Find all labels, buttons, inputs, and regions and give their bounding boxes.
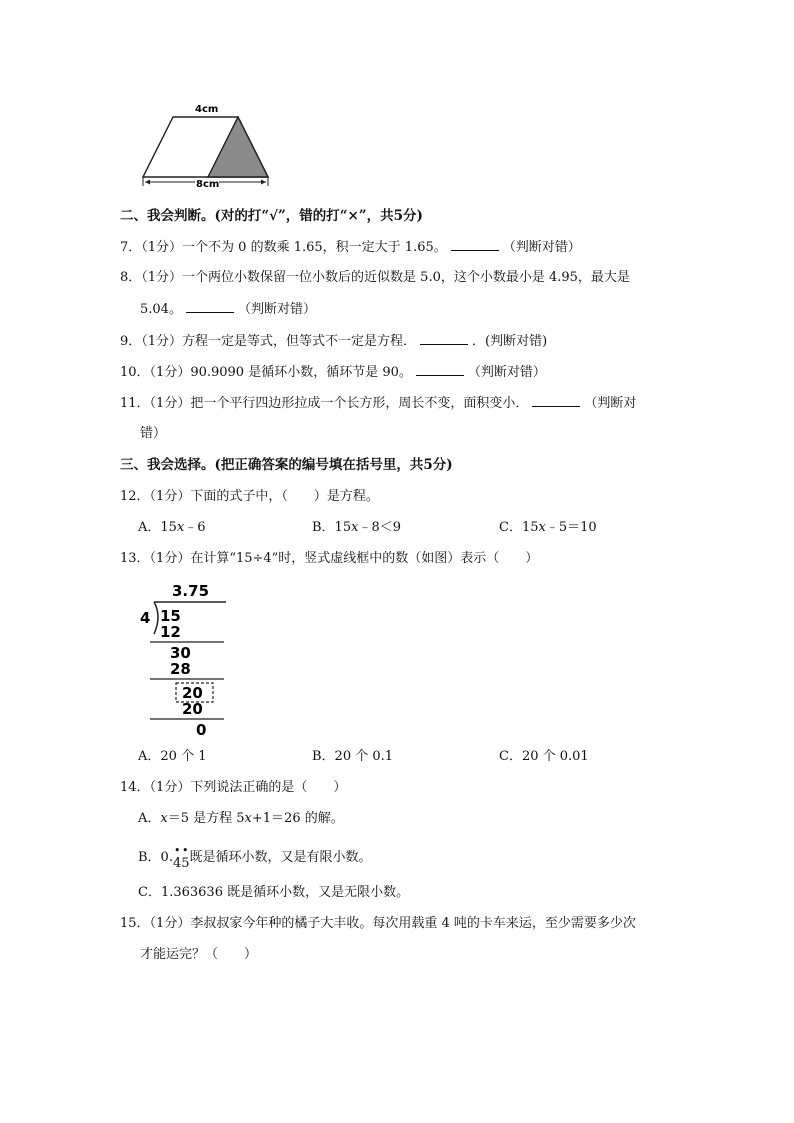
answer-blank[interactable] bbox=[532, 394, 580, 407]
q7-suffix: （判断对错） bbox=[502, 240, 581, 255]
question-15-line1: 15．（1分）李叔叔家今年种的橘子大丰收。每次用载重 4 吨的卡车来运，至少需要多少次 bbox=[120, 916, 636, 931]
q9-text: 9．（1分）方程一定是等式，但等式不一定是方程． bbox=[120, 334, 417, 349]
question-8-line2 bbox=[140, 300, 316, 319]
subtract-row: 28 bbox=[170, 660, 191, 678]
final-remainder: 0 bbox=[196, 721, 207, 739]
q12-option-a[interactable]: A．15x﹣6 bbox=[138, 520, 206, 535]
answer-blank[interactable] bbox=[420, 332, 468, 345]
repeating-digits: • • 45 bbox=[172, 844, 190, 871]
q13-option-c[interactable]: C．20 个 0.01 bbox=[499, 749, 589, 764]
q8-text: 5.04。 bbox=[140, 302, 182, 317]
question-14-stem: 14．（1分）下列说法正确的是（ ） bbox=[120, 780, 347, 795]
q7-text: 7．（1分）一个不为 0 的数乘 1.65，积一定大于 1.65。 bbox=[120, 240, 447, 255]
q12-option-b[interactable]: B．15x﹣8＜9 bbox=[312, 520, 401, 535]
trapezoid-figure bbox=[135, 100, 275, 192]
q13-option-a[interactable]: A．20 个 1 bbox=[138, 749, 207, 764]
question-10 bbox=[120, 363, 546, 382]
subtract-row: 12 bbox=[160, 623, 181, 641]
remainder-row: 30 bbox=[170, 644, 191, 662]
question-11 bbox=[120, 394, 636, 413]
q12-option-c[interactable]: C．15x﹣5＝10 bbox=[499, 520, 597, 535]
q11-text: 11．（1分）把一个平行四边形拉成一个长方形，周长不变，面积变小． bbox=[120, 396, 529, 411]
question-12-stem: 12．（1分）下面的式子中，（ ）是方程。 bbox=[120, 489, 379, 504]
question-15-line2: 才能运完？（ ） bbox=[140, 947, 258, 962]
long-division-figure bbox=[138, 576, 233, 741]
trapezoid-top-label: 4cm bbox=[195, 104, 219, 115]
answer-blank[interactable] bbox=[416, 363, 464, 376]
section-3-title: 三、我会选择。(把正确答案的编号填在括号里，共5分) bbox=[120, 457, 453, 473]
q10-text: 10．（1分）90.9090 是循环小数，循环节是 90。 bbox=[120, 365, 412, 380]
question-11-line2: 错） bbox=[140, 426, 167, 441]
q13-option-b[interactable]: B．20 个 0.1 bbox=[312, 749, 394, 764]
q14-option-a[interactable]: A．x＝5 是方程 5x+1＝26 的解。 bbox=[138, 811, 344, 826]
q14-option-b[interactable]: B．0. • • 45既是循环小数，又是有限小数。 bbox=[138, 844, 372, 871]
q11-suffix: （判断对 bbox=[584, 396, 637, 411]
trapezoid-bottom-label: 8cm bbox=[196, 179, 220, 190]
divisor: 4 bbox=[140, 609, 151, 627]
question-13-stem: 13．（1分）在计算“15÷4”时，竖式虚线框中的数（如图）表示（ ） bbox=[120, 551, 539, 566]
answer-blank[interactable] bbox=[451, 238, 499, 251]
question-9 bbox=[120, 332, 547, 351]
q8-suffix: （判断对错） bbox=[237, 302, 316, 317]
question-7 bbox=[120, 238, 581, 257]
q10-suffix: （判断对错） bbox=[467, 365, 546, 380]
question-8-line1: 8．（1分）一个两位小数保留一位小数后的近似数是 5.0，这个小数最小是 4.95，最大是 bbox=[120, 270, 630, 285]
section-2-title: 二、我会判断。(对的打“√”，错的打“×”，共5分) bbox=[120, 208, 423, 224]
subtract-row: 20 bbox=[182, 700, 203, 718]
boxed-remainder: 20 bbox=[182, 684, 203, 702]
quotient: 3.75 bbox=[172, 582, 210, 600]
dividend: 15 bbox=[160, 607, 181, 625]
answer-blank[interactable] bbox=[186, 300, 234, 313]
q9-suffix: ．(判断对错) bbox=[472, 334, 548, 349]
q14-option-c[interactable]: C．1.363636 既是循环小数，又是无限小数。 bbox=[138, 885, 410, 900]
